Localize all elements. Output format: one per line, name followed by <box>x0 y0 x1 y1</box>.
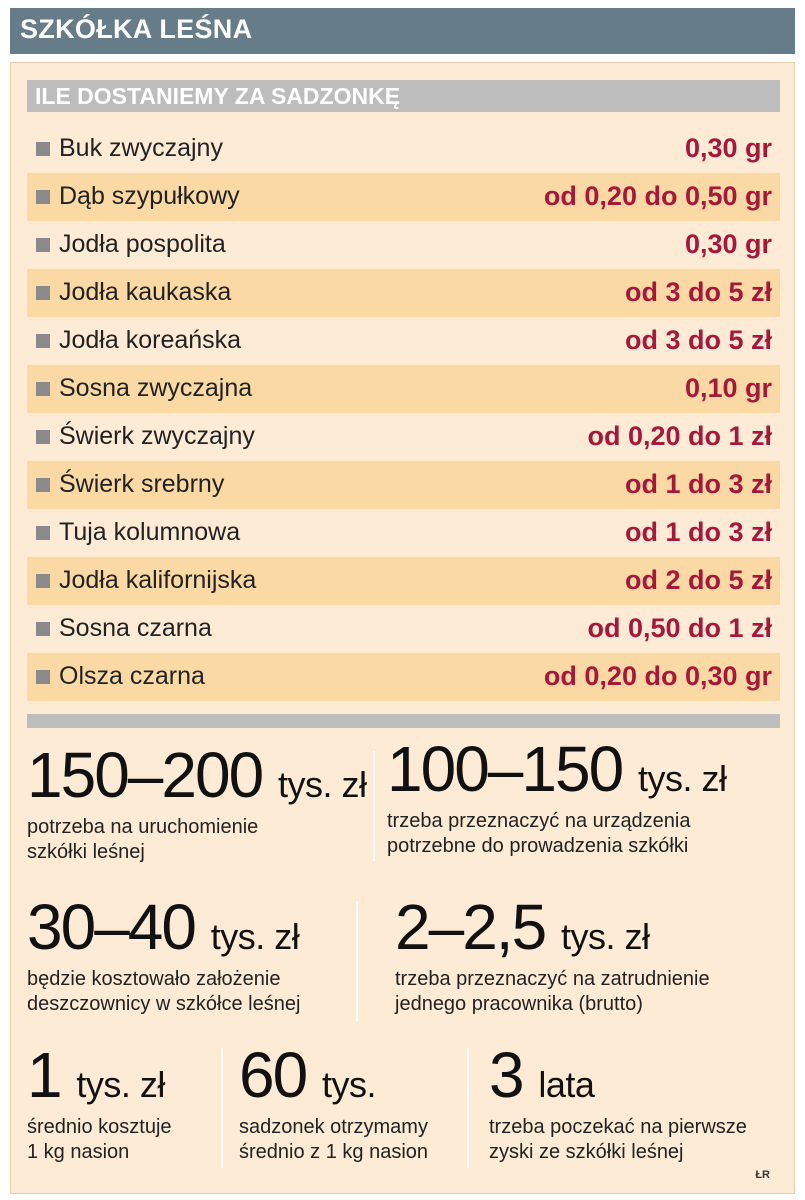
tree-name: Sosna czarna <box>59 614 212 642</box>
stat-value: 60 <box>239 1039 307 1111</box>
square-bullet-icon <box>36 430 50 444</box>
square-bullet-icon <box>36 574 50 588</box>
price-row <box>27 461 780 509</box>
column-separator <box>221 1048 223 1168</box>
price-row <box>27 509 780 557</box>
tree-name: Jodła pospolita <box>59 230 226 258</box>
tree-name: Olsza czarna <box>59 662 205 690</box>
square-bullet-icon <box>36 190 50 204</box>
price-row <box>27 269 780 317</box>
tree-price: 0,10 gr <box>684 373 772 403</box>
stat-unit: tys. zł <box>210 916 300 957</box>
tree-name: Dąb szypułkowy <box>59 182 240 210</box>
stat-employee-cost <box>395 891 785 1017</box>
stat-description: sadzonek otrzymamy średnio z 1 kg nasion <box>239 1116 429 1163</box>
stat-description: trzeba przeznaczyć na zatrudnienie jednego pracownika (brutto) <box>395 968 710 1015</box>
price-row <box>27 557 780 605</box>
tree-price: od 2 do 5 zł <box>624 565 772 595</box>
stat-value: 30–40 <box>27 891 195 963</box>
stat-equipment-cost <box>387 733 787 859</box>
stat-value: 2–2,5 <box>395 891 546 963</box>
section-divider <box>27 714 780 728</box>
tree-name: Tuja kolumnowa <box>59 518 241 546</box>
tree-name: Jodła kaukaska <box>59 278 232 306</box>
stat-description: trzeba poczekać na pierwsze zyski ze szkółki leśnej <box>489 1116 747 1163</box>
stat-time-to-profit <box>489 1039 784 1165</box>
tree-price: od 1 do 3 zł <box>624 469 772 499</box>
column-separator <box>373 751 375 861</box>
tree-name: Sosna zwyczajna <box>59 374 253 402</box>
tree-price: 0,30 gr <box>684 133 772 163</box>
stat-unit: lata <box>538 1064 595 1105</box>
tree-price: od 3 do 5 zł <box>624 325 772 355</box>
stat-value: 150–200 <box>27 739 263 811</box>
tree-name: Świerk zwyczajny <box>59 422 255 450</box>
stat-seedlings-per-kg <box>239 1039 469 1165</box>
price-row <box>27 317 780 365</box>
stat-unit: tys. <box>321 1064 376 1105</box>
price-row <box>27 365 780 413</box>
page-header <box>10 8 795 54</box>
square-bullet-icon <box>36 334 50 348</box>
square-bullet-icon <box>36 142 50 156</box>
column-separator <box>356 901 358 1021</box>
column-separator <box>467 1048 469 1168</box>
stat-unit: tys. zł <box>76 1064 165 1105</box>
stat-value: 1 <box>27 1039 61 1111</box>
stat-description: trzeba przeznaczyć na urządzenia potrzebne do prowadzenia szkółki <box>387 810 691 857</box>
stat-description: potrzeba na uruchomienie szkółki leśnej <box>27 816 259 863</box>
tree-price: od 0,20 do 0,30 gr <box>543 661 772 691</box>
stat-unit: tys. zł <box>277 764 367 805</box>
tree-name: Jodła kalifornijska <box>59 566 257 594</box>
price-row <box>27 413 780 461</box>
square-bullet-icon <box>36 622 50 636</box>
content-panel <box>10 62 795 1194</box>
stat-description: średnio kosztuje 1 kg nasion <box>27 1116 172 1163</box>
stat-value: 3 <box>489 1039 523 1111</box>
page-title: SZKÓŁKA LEŚNA <box>20 14 253 44</box>
stat-unit: tys. zł <box>637 758 727 799</box>
square-bullet-icon <box>36 670 50 684</box>
author-credit: ŁR <box>755 1169 770 1181</box>
section-title: ILE DOSTANIEMY ZA SADZONKĘ <box>35 83 401 109</box>
tree-name: Świerk srebrny <box>59 470 225 498</box>
stat-startup-cost <box>27 739 367 865</box>
stat-description: będzie kosztowało założenie deszczownicy w szkółce leśnej <box>27 968 301 1015</box>
tree-price: 0,30 gr <box>684 229 772 259</box>
stat-seed-cost <box>27 1039 227 1165</box>
tree-price: od 0,50 do 1 zł <box>587 613 772 643</box>
price-row <box>27 605 780 653</box>
price-row <box>27 221 780 269</box>
tree-price: od 0,20 do 0,50 gr <box>543 181 772 211</box>
square-bullet-icon <box>36 286 50 300</box>
price-row <box>27 125 780 173</box>
square-bullet-icon <box>36 238 50 252</box>
tree-price: od 3 do 5 zł <box>624 277 772 307</box>
section-header <box>27 80 780 112</box>
tree-name: Jodła koreańska <box>59 326 242 354</box>
stat-value: 100–150 <box>387 733 623 805</box>
price-list <box>27 125 780 701</box>
tree-price: od 0,20 do 1 zł <box>587 421 772 451</box>
tree-name: Buk zwyczajny <box>59 134 223 162</box>
stat-unit: tys. zł <box>560 916 650 957</box>
square-bullet-icon <box>36 526 50 540</box>
stat-irrigation-cost <box>27 891 367 1017</box>
square-bullet-icon <box>36 478 50 492</box>
square-bullet-icon <box>36 382 50 396</box>
price-row <box>27 653 780 701</box>
tree-price: od 1 do 3 zł <box>624 517 772 547</box>
price-row <box>27 173 780 221</box>
